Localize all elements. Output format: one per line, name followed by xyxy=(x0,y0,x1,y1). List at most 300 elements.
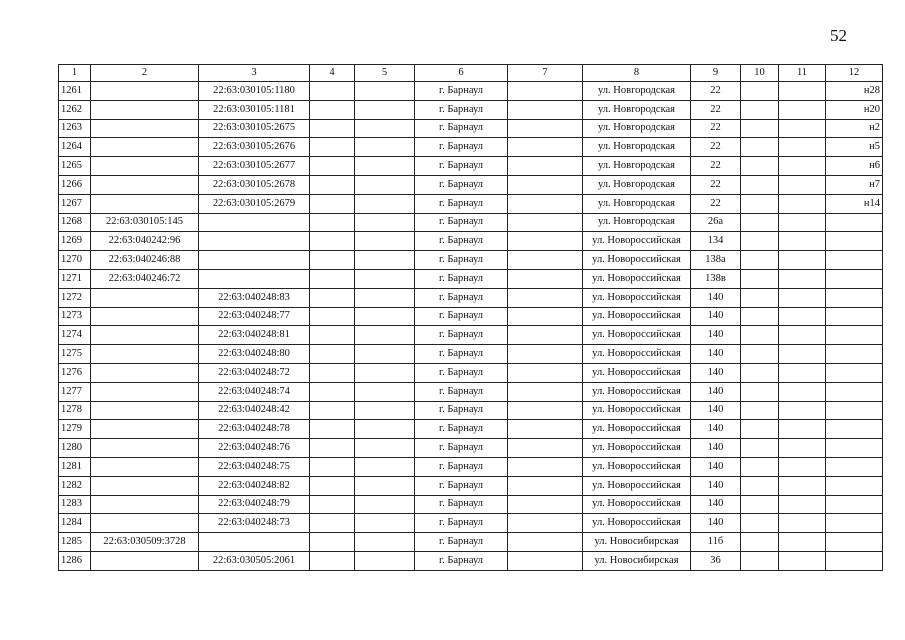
city-cell: г. Барнаул xyxy=(415,288,508,307)
row-number-cell: 1264 xyxy=(59,138,91,157)
row-number-cell: 1269 xyxy=(59,232,91,251)
city-cell: г. Барнаул xyxy=(415,457,508,476)
column-10-cell xyxy=(741,551,779,570)
column-4-cell xyxy=(310,157,355,176)
column-10-cell xyxy=(741,495,779,514)
apartment-cell: н5 xyxy=(826,138,883,157)
row-number-cell: 1266 xyxy=(59,175,91,194)
cadastral-number-premises-cell xyxy=(199,269,310,288)
cadastral-number-premises-cell: 22:63:040248:42 xyxy=(199,401,310,420)
city-cell: г. Барнаул xyxy=(415,514,508,533)
column-header: 11 xyxy=(779,65,826,82)
row-number-cell: 1277 xyxy=(59,382,91,401)
column-11-cell xyxy=(779,457,826,476)
column-header: 8 xyxy=(583,65,691,82)
city-cell: г. Барнаул xyxy=(415,100,508,119)
column-7-cell xyxy=(508,194,583,213)
cadastral-number-land-cell: 22:63:040246:72 xyxy=(91,269,199,288)
column-10-cell xyxy=(741,119,779,138)
column-10-cell xyxy=(741,420,779,439)
column-4-cell xyxy=(310,232,355,251)
cadastral-number-land-cell xyxy=(91,138,199,157)
row-number-cell: 1278 xyxy=(59,401,91,420)
street-cell: ул. Новороссийская xyxy=(583,439,691,458)
column-10-cell xyxy=(741,401,779,420)
table-row xyxy=(59,288,883,307)
row-number-cell: 1275 xyxy=(59,345,91,364)
column-11-cell xyxy=(779,100,826,119)
column-4-cell xyxy=(310,100,355,119)
cadastral-number-premises-cell xyxy=(199,533,310,552)
city-cell: г. Барнаул xyxy=(415,213,508,232)
house-number-cell: 11б xyxy=(691,533,741,552)
apartment-cell: н6 xyxy=(826,157,883,176)
column-10-cell xyxy=(741,138,779,157)
column-4-cell xyxy=(310,175,355,194)
cadastral-number-premises-cell: 22:63:030105:2679 xyxy=(199,194,310,213)
header-row xyxy=(59,65,883,82)
column-7-cell xyxy=(508,401,583,420)
column-5-cell xyxy=(355,138,415,157)
city-cell: г. Барнаул xyxy=(415,363,508,382)
column-4-cell xyxy=(310,213,355,232)
house-number-cell: 138а xyxy=(691,251,741,270)
column-header: 12 xyxy=(826,65,883,82)
house-number-cell: 140 xyxy=(691,495,741,514)
cadastral-number-premises-cell: 22:63:040248:78 xyxy=(199,420,310,439)
house-number-cell: 22 xyxy=(691,119,741,138)
column-7-cell xyxy=(508,514,583,533)
cadastral-number-land-cell xyxy=(91,476,199,495)
column-10-cell xyxy=(741,363,779,382)
column-7-cell xyxy=(508,119,583,138)
column-header: 4 xyxy=(310,65,355,82)
column-10-cell xyxy=(741,382,779,401)
house-number-cell: 140 xyxy=(691,382,741,401)
column-4-cell xyxy=(310,420,355,439)
cadastral-number-premises-cell: 22:63:030105:2677 xyxy=(199,157,310,176)
street-cell: ул. Новосибирская xyxy=(583,551,691,570)
column-5-cell xyxy=(355,119,415,138)
column-7-cell xyxy=(508,251,583,270)
column-4-cell xyxy=(310,345,355,364)
column-7-cell xyxy=(508,457,583,476)
street-cell: ул. Новгородская xyxy=(583,175,691,194)
city-cell: г. Барнаул xyxy=(415,194,508,213)
row-number-cell: 1284 xyxy=(59,514,91,533)
table-row xyxy=(59,345,883,364)
column-10-cell xyxy=(741,213,779,232)
column-5-cell xyxy=(355,363,415,382)
column-4-cell xyxy=(310,82,355,101)
column-11-cell xyxy=(779,175,826,194)
table-row xyxy=(59,100,883,119)
cadastral-number-land-cell xyxy=(91,495,199,514)
city-cell: г. Барнаул xyxy=(415,345,508,364)
cadastral-number-premises-cell: 22:63:030105:1180 xyxy=(199,82,310,101)
apartment-cell xyxy=(826,551,883,570)
cadastral-number-premises-cell: 22:63:040248:81 xyxy=(199,326,310,345)
cadastral-number-land-cell xyxy=(91,288,199,307)
street-cell: ул. Новороссийская xyxy=(583,251,691,270)
column-11-cell xyxy=(779,439,826,458)
column-4-cell xyxy=(310,514,355,533)
cadastral-number-premises-cell: 22:63:030105:2675 xyxy=(199,119,310,138)
house-number-cell: 138в xyxy=(691,269,741,288)
house-number-cell: 140 xyxy=(691,307,741,326)
register-table xyxy=(58,64,883,571)
column-4-cell xyxy=(310,363,355,382)
column-7-cell xyxy=(508,495,583,514)
table-row xyxy=(59,514,883,533)
street-cell: ул. Новосибирская xyxy=(583,533,691,552)
column-header: 3 xyxy=(199,65,310,82)
apartment-cell xyxy=(826,476,883,495)
apartment-cell xyxy=(826,382,883,401)
column-7-cell xyxy=(508,439,583,458)
column-5-cell xyxy=(355,326,415,345)
row-number-cell: 1263 xyxy=(59,119,91,138)
house-number-cell: 140 xyxy=(691,476,741,495)
cadastral-number-land-cell xyxy=(91,514,199,533)
column-4-cell xyxy=(310,251,355,270)
apartment-cell xyxy=(826,495,883,514)
apartment-cell xyxy=(826,533,883,552)
column-5-cell xyxy=(355,307,415,326)
apartment-cell: н2 xyxy=(826,119,883,138)
city-cell: г. Барнаул xyxy=(415,138,508,157)
column-10-cell xyxy=(741,175,779,194)
column-7-cell xyxy=(508,100,583,119)
column-11-cell xyxy=(779,401,826,420)
row-number-cell: 1274 xyxy=(59,326,91,345)
column-7-cell xyxy=(508,345,583,364)
table-row xyxy=(59,533,883,552)
column-4-cell xyxy=(310,495,355,514)
column-10-cell xyxy=(741,457,779,476)
apartment-cell xyxy=(826,439,883,458)
column-5-cell xyxy=(355,457,415,476)
apartment-cell xyxy=(826,307,883,326)
cadastral-number-premises-cell: 22:63:040248:75 xyxy=(199,457,310,476)
column-11-cell xyxy=(779,363,826,382)
row-number-cell: 1261 xyxy=(59,82,91,101)
apartment-cell xyxy=(826,288,883,307)
column-10-cell xyxy=(741,514,779,533)
column-11-cell xyxy=(779,307,826,326)
column-10-cell xyxy=(741,269,779,288)
cadastral-number-land-cell: 22:63:030105:145 xyxy=(91,213,199,232)
column-header: 1 xyxy=(59,65,91,82)
house-number-cell: 140 xyxy=(691,345,741,364)
row-number-cell: 1283 xyxy=(59,495,91,514)
cadastral-number-land-cell xyxy=(91,382,199,401)
column-4-cell xyxy=(310,138,355,157)
column-7-cell xyxy=(508,307,583,326)
table-row xyxy=(59,363,883,382)
column-10-cell xyxy=(741,100,779,119)
city-cell: г. Барнаул xyxy=(415,439,508,458)
column-7-cell xyxy=(508,288,583,307)
cadastral-number-premises-cell xyxy=(199,213,310,232)
house-number-cell: 140 xyxy=(691,457,741,476)
street-cell: ул. Новороссийская xyxy=(583,232,691,251)
cadastral-number-land-cell: 22:63:040242:96 xyxy=(91,232,199,251)
cadastral-number-land-cell xyxy=(91,119,199,138)
column-header: 2 xyxy=(91,65,199,82)
house-number-cell: 140 xyxy=(691,401,741,420)
street-cell: ул. Новороссийская xyxy=(583,457,691,476)
column-11-cell xyxy=(779,232,826,251)
row-number-cell: 1285 xyxy=(59,533,91,552)
house-number-cell: 26а xyxy=(691,213,741,232)
column-7-cell xyxy=(508,269,583,288)
column-10-cell xyxy=(741,82,779,101)
city-cell: г. Барнаул xyxy=(415,382,508,401)
cadastral-number-premises-cell xyxy=(199,251,310,270)
street-cell: ул. Новороссийская xyxy=(583,363,691,382)
column-4-cell xyxy=(310,307,355,326)
column-4-cell xyxy=(310,288,355,307)
column-5-cell xyxy=(355,476,415,495)
column-header: 6 xyxy=(415,65,508,82)
column-7-cell xyxy=(508,420,583,439)
column-10-cell xyxy=(741,533,779,552)
street-cell: ул. Новгородская xyxy=(583,138,691,157)
house-number-cell: 140 xyxy=(691,326,741,345)
row-number-cell: 1267 xyxy=(59,194,91,213)
street-cell: ул. Новгородская xyxy=(583,119,691,138)
column-5-cell xyxy=(355,232,415,251)
apartment-cell: н14 xyxy=(826,194,883,213)
column-11-cell xyxy=(779,288,826,307)
column-10-cell xyxy=(741,157,779,176)
column-7-cell xyxy=(508,382,583,401)
table-row xyxy=(59,269,883,288)
column-header: 5 xyxy=(355,65,415,82)
column-10-cell xyxy=(741,232,779,251)
column-11-cell xyxy=(779,495,826,514)
street-cell: ул. Новгородская xyxy=(583,100,691,119)
table-row xyxy=(59,175,883,194)
cadastral-number-premises-cell: 22:63:030105:1181 xyxy=(199,100,310,119)
house-number-cell: 22 xyxy=(691,157,741,176)
cadastral-number-premises-cell: 22:63:040248:76 xyxy=(199,439,310,458)
cadastral-number-premises-cell: 22:63:040248:72 xyxy=(199,363,310,382)
table-row xyxy=(59,439,883,458)
column-5-cell xyxy=(355,251,415,270)
cadastral-number-land-cell xyxy=(91,363,199,382)
city-cell: г. Барнаул xyxy=(415,326,508,345)
table-row xyxy=(59,82,883,101)
row-number-cell: 1273 xyxy=(59,307,91,326)
cadastral-number-land-cell xyxy=(91,194,199,213)
column-11-cell xyxy=(779,382,826,401)
column-5-cell xyxy=(355,514,415,533)
table-row xyxy=(59,495,883,514)
column-5-cell xyxy=(355,439,415,458)
column-11-cell xyxy=(779,251,826,270)
street-cell: ул. Новороссийская xyxy=(583,288,691,307)
cadastral-number-land-cell: 22:63:030509:3728 xyxy=(91,533,199,552)
column-11-cell xyxy=(779,194,826,213)
row-number-cell: 1276 xyxy=(59,363,91,382)
apartment-cell xyxy=(826,345,883,364)
apartment-cell: н20 xyxy=(826,100,883,119)
table-row xyxy=(59,119,883,138)
house-number-cell: 22 xyxy=(691,175,741,194)
cadastral-number-premises-cell: 22:63:040248:73 xyxy=(199,514,310,533)
city-cell: г. Барнаул xyxy=(415,175,508,194)
cadastral-number-land-cell xyxy=(91,420,199,439)
cadastral-number-land-cell xyxy=(91,157,199,176)
column-10-cell xyxy=(741,476,779,495)
house-number-cell: 134 xyxy=(691,232,741,251)
column-11-cell xyxy=(779,533,826,552)
house-number-cell: 22 xyxy=(691,100,741,119)
city-cell: г. Барнаул xyxy=(415,269,508,288)
table-row xyxy=(59,401,883,420)
cadastral-number-premises-cell: 22:63:040248:74 xyxy=(199,382,310,401)
street-cell: ул. Новгородская xyxy=(583,213,691,232)
table-row xyxy=(59,157,883,176)
cadastral-number-land-cell xyxy=(91,326,199,345)
cadastral-number-land-cell xyxy=(91,307,199,326)
street-cell: ул. Новороссийская xyxy=(583,514,691,533)
column-11-cell xyxy=(779,420,826,439)
house-number-cell: 22 xyxy=(691,82,741,101)
column-7-cell xyxy=(508,363,583,382)
column-4-cell xyxy=(310,382,355,401)
column-4-cell xyxy=(310,194,355,213)
apartment-cell xyxy=(826,232,883,251)
cadastral-number-land-cell xyxy=(91,82,199,101)
cadastral-number-premises-cell: 22:63:040248:83 xyxy=(199,288,310,307)
cadastral-number-land-cell xyxy=(91,345,199,364)
column-4-cell xyxy=(310,326,355,345)
column-7-cell xyxy=(508,213,583,232)
column-11-cell xyxy=(779,551,826,570)
city-cell: г. Барнаул xyxy=(415,157,508,176)
house-number-cell: 36 xyxy=(691,551,741,570)
cadastral-number-land-cell xyxy=(91,401,199,420)
column-5-cell xyxy=(355,401,415,420)
table-row xyxy=(59,420,883,439)
table-row xyxy=(59,476,883,495)
house-number-cell: 140 xyxy=(691,439,741,458)
column-5-cell xyxy=(355,495,415,514)
column-5-cell xyxy=(355,82,415,101)
apartment-cell xyxy=(826,420,883,439)
table-row xyxy=(59,382,883,401)
column-5-cell xyxy=(355,420,415,439)
city-cell: г. Барнаул xyxy=(415,551,508,570)
street-cell: ул. Новороссийская xyxy=(583,420,691,439)
column-11-cell xyxy=(779,157,826,176)
column-4-cell xyxy=(310,533,355,552)
cadastral-number-premises-cell: 22:63:030105:2676 xyxy=(199,138,310,157)
column-5-cell xyxy=(355,194,415,213)
row-number-cell: 1272 xyxy=(59,288,91,307)
city-cell: г. Барнаул xyxy=(415,307,508,326)
street-cell: ул. Новороссийская xyxy=(583,495,691,514)
column-7-cell xyxy=(508,533,583,552)
street-cell: ул. Новороссийская xyxy=(583,326,691,345)
column-5-cell xyxy=(355,100,415,119)
row-number-cell: 1270 xyxy=(59,251,91,270)
column-11-cell xyxy=(779,138,826,157)
street-cell: ул. Новороссийская xyxy=(583,476,691,495)
table-row xyxy=(59,251,883,270)
city-cell: г. Барнаул xyxy=(415,495,508,514)
column-7-cell xyxy=(508,551,583,570)
cadastral-number-premises-cell: 22:63:030105:2678 xyxy=(199,175,310,194)
column-header: 9 xyxy=(691,65,741,82)
column-11-cell xyxy=(779,82,826,101)
column-7-cell xyxy=(508,326,583,345)
row-number-cell: 1281 xyxy=(59,457,91,476)
column-10-cell xyxy=(741,194,779,213)
column-10-cell xyxy=(741,326,779,345)
apartment-cell xyxy=(826,363,883,382)
column-7-cell xyxy=(508,138,583,157)
column-5-cell xyxy=(355,175,415,194)
column-4-cell xyxy=(310,439,355,458)
column-7-cell xyxy=(508,175,583,194)
cadastral-number-premises-cell: 22:63:030505:2061 xyxy=(199,551,310,570)
page-number: 52 xyxy=(830,26,847,45)
row-number-cell: 1265 xyxy=(59,157,91,176)
row-number-cell: 1282 xyxy=(59,476,91,495)
column-4-cell xyxy=(310,457,355,476)
city-cell: г. Барнаул xyxy=(415,401,508,420)
table-row xyxy=(59,307,883,326)
column-4-cell xyxy=(310,119,355,138)
table-row xyxy=(59,194,883,213)
street-cell: ул. Новороссийская xyxy=(583,269,691,288)
city-cell: г. Барнаул xyxy=(415,232,508,251)
column-11-cell xyxy=(779,514,826,533)
apartment-cell xyxy=(826,514,883,533)
house-number-cell: 140 xyxy=(691,288,741,307)
apartment-cell xyxy=(826,401,883,420)
column-4-cell xyxy=(310,269,355,288)
table-row xyxy=(59,138,883,157)
table-row xyxy=(59,213,883,232)
column-7-cell xyxy=(508,476,583,495)
street-cell: ул. Новороссийская xyxy=(583,401,691,420)
city-cell: г. Барнаул xyxy=(415,82,508,101)
column-10-cell xyxy=(741,307,779,326)
street-cell: ул. Новгородская xyxy=(583,194,691,213)
street-cell: ул. Новгородская xyxy=(583,157,691,176)
column-5-cell xyxy=(355,382,415,401)
column-5-cell xyxy=(355,288,415,307)
table-row xyxy=(59,551,883,570)
column-header: 10 xyxy=(741,65,779,82)
cadastral-number-land-cell xyxy=(91,457,199,476)
row-number-cell: 1268 xyxy=(59,213,91,232)
column-11-cell xyxy=(779,345,826,364)
column-5-cell xyxy=(355,213,415,232)
cadastral-number-premises-cell: 22:63:040248:77 xyxy=(199,307,310,326)
column-4-cell xyxy=(310,401,355,420)
column-11-cell xyxy=(779,213,826,232)
column-5-cell xyxy=(355,533,415,552)
city-cell: г. Барнаул xyxy=(415,420,508,439)
column-11-cell xyxy=(779,119,826,138)
column-10-cell xyxy=(741,288,779,307)
